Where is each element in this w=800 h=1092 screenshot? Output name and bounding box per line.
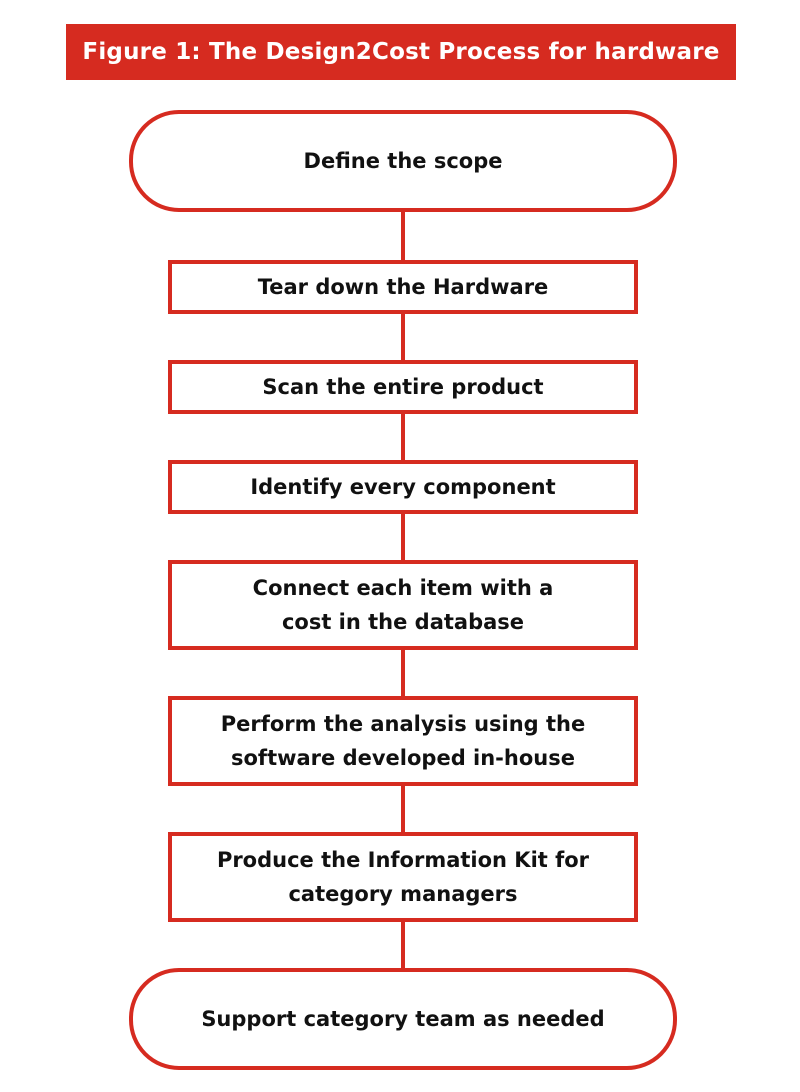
connector-7-8 xyxy=(401,920,405,970)
step-define-scope xyxy=(129,110,677,212)
figure-title: Figure 1: The Design2Cost Process for hardware xyxy=(82,39,720,65)
connector-1-2 xyxy=(401,210,405,262)
step-label: Define the scope xyxy=(303,149,503,173)
connector-6-7 xyxy=(401,784,405,834)
step-label: Connect each item with a cost in the database xyxy=(252,576,554,634)
connector-4-5 xyxy=(401,512,405,562)
step-support-team xyxy=(129,968,677,1070)
step-label: Support category team as needed xyxy=(201,1007,605,1031)
figure-title-bar xyxy=(66,24,736,80)
step-information-kit xyxy=(168,832,638,922)
step-label: Identify every component xyxy=(250,475,556,499)
step-label: Scan the entire product xyxy=(262,375,544,399)
connector-5-6 xyxy=(401,648,405,698)
connector-2-3 xyxy=(401,312,405,362)
step-scan-product xyxy=(168,360,638,414)
step-identify-component xyxy=(168,460,638,514)
step-label: Produce the Information Kit for category managers xyxy=(216,848,590,906)
step-tear-down xyxy=(168,260,638,314)
step-label: Perform the analysis using the software developed in-house xyxy=(220,712,586,770)
step-connect-cost xyxy=(168,560,638,650)
step-label: Tear down the Hardware xyxy=(257,275,549,299)
connector-3-4 xyxy=(401,412,405,462)
step-perform-analysis xyxy=(168,696,638,786)
